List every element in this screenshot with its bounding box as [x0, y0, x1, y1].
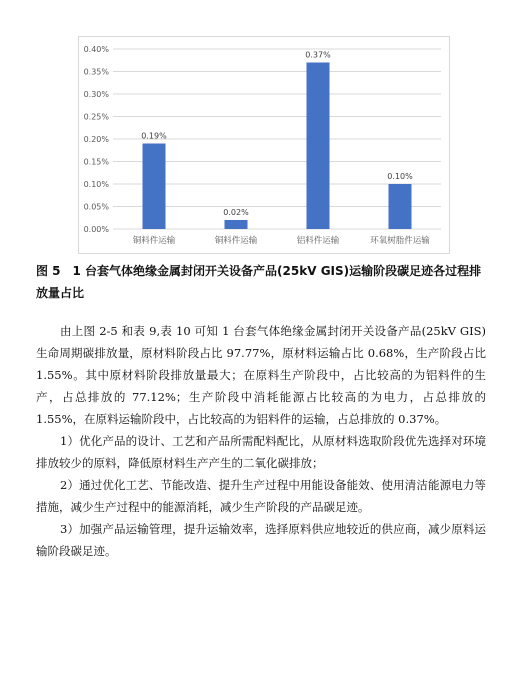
paragraph-recommendation-1: 1）优化产品的设计、工艺和产品所需配料配比，从原材料选取阶段优先选择对环境排放较少的原料，降低原材料生产产生的二氧化碳排放； — [36, 434, 486, 470]
y-tick-label: 0.30% — [83, 90, 109, 99]
y-tick-label: 0.00% — [83, 225, 109, 234]
data-label: 0.37% — [305, 50, 331, 60]
y-tick-label: 0.25% — [83, 112, 109, 122]
y-tick-label: 0.35% — [83, 67, 109, 77]
y-tick-label: 0.40% — [83, 45, 109, 54]
figure-number: 图 5 — [36, 264, 61, 278]
bar-chart — [79, 37, 451, 255]
y-tick-label: 0.20% — [83, 135, 109, 144]
y-tick-label: 0.10% — [83, 180, 109, 189]
paragraph-summary: 由上图 2-5 和表 9,表 10 可知 1 台套气体绝缘金属封闭开关设备产品(25kV GIS)生命周期碳排放量，原材料阶段占比 97.77%，原材料运输占比 0.68%，生产阶段占比 1.55%。其中原材料阶段排放量最大；在原料生产阶段中，占比较高的为铝料件的生产，占总排放的 77.12%；生产阶段中消耗能源占比较高的为电力，占总排放的 1.55%，在原料运输阶段中，占比较高的为铝料件的运输，占总排放的 0.37%。 — [36, 324, 486, 426]
data-label: 0.10% — [387, 172, 413, 181]
data-label: 0.19% — [141, 131, 167, 141]
bar — [307, 63, 330, 230]
paragraph-recommendation-3: 3）加强产品运输管理，提升运输效率，选择原料供应地较近的供应商，减少原料运输阶段碳足迹。 — [36, 522, 486, 558]
x-tick-label: 铜料件运输 — [214, 236, 258, 246]
y-tick-label: 0.05% — [83, 202, 109, 212]
x-tick-label: 环氧树脂件运输 — [370, 236, 430, 246]
bar — [225, 220, 248, 229]
figure-caption — [36, 260, 486, 304]
bar — [143, 144, 166, 230]
body-text — [36, 320, 486, 562]
y-tick-label: 0.15% — [83, 157, 109, 167]
data-label: 0.02% — [223, 208, 249, 217]
x-tick-label: 铜料件运输 — [132, 236, 176, 246]
x-tick-label: 铝料件运输 — [296, 236, 340, 246]
bar — [389, 184, 412, 229]
figure-caption-text: 1 台套气体绝缘金属封闭开关设备产品(25kV GIS)运输阶段碳足迹各过程排放量占比 — [36, 264, 482, 300]
chart-frame — [78, 36, 450, 254]
paragraph-recommendation-2: 2）通过优化工艺、节能改造、提升生产过程中用能设备能效、使用清洁能源电力等措施，减少生产过程中的能源消耗，减少生产阶段的产品碳足迹。 — [36, 478, 486, 514]
